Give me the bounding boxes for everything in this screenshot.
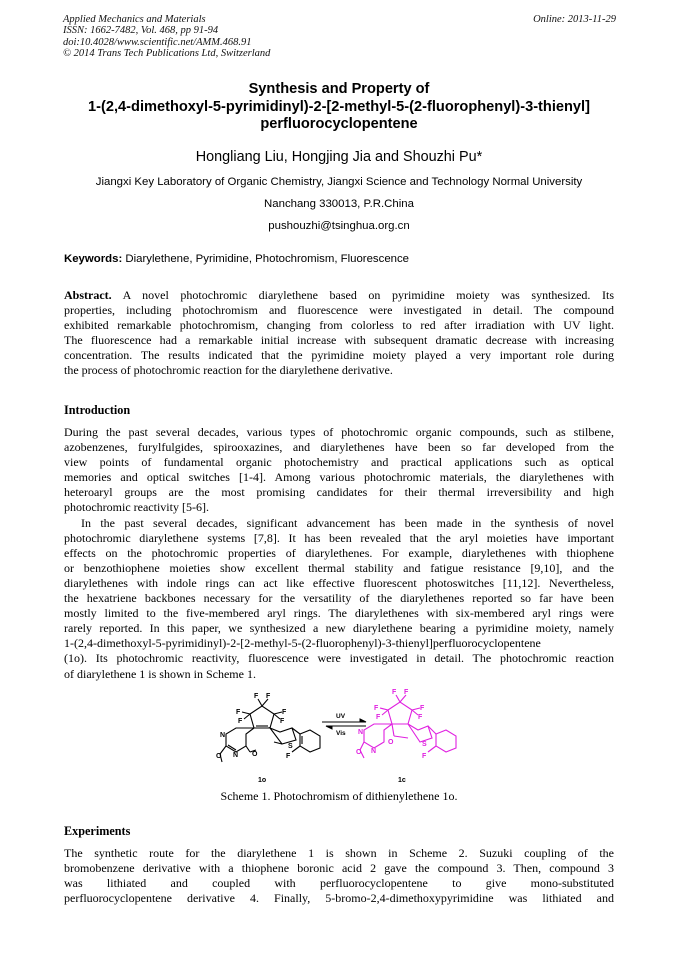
vis-label: Vis	[336, 730, 346, 737]
journal-header	[63, 14, 463, 60]
atom-label: F	[376, 714, 381, 721]
uv-label: UV	[336, 713, 346, 720]
atom-label: O	[252, 751, 258, 758]
experiments-line: The synthetic route for the diarylethene 1 is shown in Scheme 2. Suzuki coupling of the	[64, 846, 614, 860]
atom-label: F	[238, 718, 243, 725]
title-line-3: perfluorocyclopentene	[260, 116, 418, 133]
open-form-atoms	[216, 693, 293, 784]
atom-label: F	[236, 709, 241, 716]
intro-line: memories and optical switches [1-4]. Among various photochromic materials, the diarylethenes with	[64, 470, 614, 485]
photochromic-arrows	[322, 719, 366, 729]
intro-line: or benzothiophene moieties show excellent thermal stability and fatigue resistance [9,10], and the	[64, 560, 614, 575]
atom-label: O	[388, 739, 394, 746]
intro-line: view points of fundamental organic photochemistry and practical applications such as optical	[64, 455, 614, 470]
intro-line: the hexatriene backbones necessary for the versatility of the diarylethenes reported so far have been	[64, 591, 614, 606]
intro-line: effects on the photochromic properties of diarylethenes. For example, diarylethenes with thiophene	[64, 545, 614, 560]
experiments-text	[64, 846, 614, 906]
atom-label: N	[220, 732, 226, 739]
perfluorocyclopentene-ring	[250, 706, 274, 728]
abstract-line: The fluorescence had a remarkable initial increase with subsequent dramatic decrease with increasing	[64, 333, 614, 348]
journal-issn: ISSN: 1662-7482, Vol. 468, pp 91-94	[63, 25, 219, 37]
abstract-line: properties, including photochromism and fluorescence were investigated in detail. The compound	[64, 303, 614, 318]
atom-label: N	[358, 729, 364, 736]
introduction-text	[64, 425, 614, 682]
atom-label: S	[422, 741, 427, 748]
closed-form-label: 1c	[398, 777, 406, 784]
abstract-line: Abstract. A novel photochromic diarylethene based on pyrimidine moiety was synthesized. Its	[64, 288, 614, 302]
atom-label: F	[374, 705, 379, 712]
atom-label: F	[420, 705, 425, 712]
online-date: Online: 2013-11-29	[533, 14, 616, 25]
atom-label: F	[266, 693, 271, 700]
paper-title	[40, 81, 638, 134]
keywords-text: Diarylethene, Pyrimidine, Photochromism, Fluorescence	[125, 253, 410, 265]
intro-line: heteroaryl groups are the most promising candidates for their thermal irreversibility and high	[64, 485, 614, 500]
affiliation-line-2: Nanchang 330013, P.R.China	[264, 198, 414, 210]
atom-label: S	[288, 743, 293, 750]
closed-fluorophenyl-ring	[436, 730, 456, 752]
keywords-label: Keywords:	[64, 253, 123, 265]
experiments-line: bromobenzene derivative with a thiophene boronic acid 2 gave the compound 3. Then, compound 3	[64, 861, 614, 876]
scheme-1-figure	[200, 688, 500, 786]
experiments-line: was lithiated and coupled with perfluorocyclopentene to give mono-substituted	[64, 876, 614, 891]
atom-label: F	[404, 689, 409, 696]
fluorophenyl-ring	[300, 730, 320, 752]
abstract-label: Abstract.	[64, 288, 112, 302]
keywords	[64, 252, 624, 266]
introduction-heading: Introduction	[64, 403, 131, 417]
journal-doi: doi:10.4028/www.scientific.net/AMM.468.91	[63, 36, 252, 48]
atom-label: O	[356, 749, 362, 756]
intro-line: (1o). Its photochromic reactivity, fluorescence were investigated in detail. The photochromic reaction	[64, 651, 614, 666]
intro-line: During the past several decades, various types of photochromic organic compounds, such as stilbene,	[64, 425, 614, 439]
journal-name: Applied Mechanics and Materials	[63, 14, 206, 25]
atom-label: F	[422, 753, 427, 760]
closed-cyclopentene-ring	[388, 702, 412, 724]
atom-label: N	[371, 748, 377, 755]
abstract-line: exhibited remarkable photochromism, changing from colorless to red after irradiation with UV light.	[64, 318, 614, 333]
authors: Hongliang Liu, Hongjing Jia and Shouzhi Pu*	[195, 149, 483, 165]
intro-line: In the past several decades, significant advancement has been made in the synthesis of novel	[81, 515, 614, 530]
atom-label: F	[392, 689, 397, 696]
abstract	[64, 288, 614, 379]
journal-copyright: © 2014 Trans Tech Publications Ltd, Switzerland	[63, 48, 271, 60]
open-form-label: 1o	[258, 777, 267, 784]
abstract-line: the process of photochromic reaction for the diarylethene derivative.	[64, 363, 393, 378]
scheme-caption: Scheme 1. Photochromism of dithienylethene 1o.	[220, 789, 458, 803]
experiments-heading: Experiments	[64, 824, 131, 838]
intro-line: 1-(2,4-dimethoxyl-5-pyrimidinyl)-2-[2-methyl-5-(2-fluorophenyl)-3-thienyl]perfluorocyclopentene	[64, 636, 541, 651]
intro-line: photochromic diarylethene systems [7,8]. It has been revealed that the aryl moieties have important	[64, 530, 614, 545]
atom-label: F	[418, 714, 423, 721]
affiliation-email: pushouzhi@tsinghua.org.cn	[268, 220, 410, 232]
atom-label: F	[254, 693, 259, 700]
atom-label: O	[216, 753, 222, 760]
atom-label: F	[286, 753, 291, 760]
abstract-line: concentration. The results indicated that the pyrimidine moiety played a very important role during	[64, 348, 614, 363]
intro-line: photochromic reactivity [5-6].	[64, 500, 209, 515]
intro-line: of diarylethene 1 is shown in Scheme 1.	[64, 666, 256, 681]
intro-line: mostly limited to the five-membered aryl rings. The diarylethenes with six-membered aryl rings were	[64, 606, 614, 621]
intro-line: diarylethenes with indole rings can act like effective fluorescent photoswitches [11,12]. Nevertheless,	[64, 575, 614, 590]
atom-label: F	[280, 718, 285, 725]
pyrimidine-ring	[226, 728, 254, 752]
atom-label: N	[233, 752, 239, 759]
experiments-line: perfluorocyclopentene derivative 4. Finally, 5-bromo-2,4-dimethoxypyrimidine was lithiated and	[64, 891, 614, 906]
title-line-2: 1-(2,4-dimethoxyl-5-pyrimidinyl)-2-[2-methyl-5-(2-fluorophenyl)-3-thienyl]	[88, 98, 590, 115]
affiliation-line-1: Jiangxi Key Laboratory of Organic Chemistry, Jiangxi Science and Technology Normal University	[95, 176, 583, 188]
intro-line: azobenzenes, furylfulgides, spirooxazines, and diarylethenes have been so far developed from the	[64, 440, 614, 455]
thiophene-ring	[270, 728, 296, 744]
atom-label: F	[282, 709, 287, 716]
title-line-1: Synthesis and Property of	[248, 81, 430, 97]
intro-line: rarely reported. In this paper, we synthesized a new diarylethene bearing a pyrimidine moiety, namely	[64, 621, 614, 636]
